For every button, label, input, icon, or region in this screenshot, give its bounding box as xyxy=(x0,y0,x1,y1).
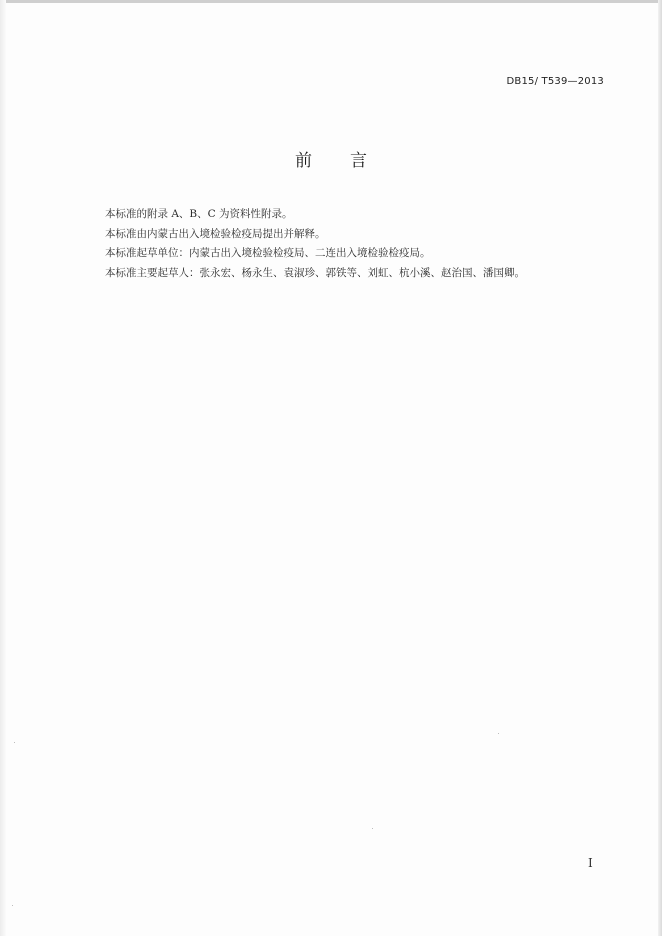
page-title: 前言 xyxy=(295,151,405,171)
foreword-paragraph-appendix: 本标准的附录 A、B、C 为资料性附录。 xyxy=(105,208,293,220)
foreword-paragraph-drafting-units: 本标准起草单位：内蒙古出入境检验检疫局、二连出入境检验检疫局。 xyxy=(105,247,431,259)
foreword-paragraph-proposer: 本标准由内蒙古出入境检验检疫局提出并解释。 xyxy=(105,227,326,240)
foreword-paragraph-drafters: 本标准主要起草人：张永宏、杨永生、袁淑珍、郭铁等、刘虹、杭小溪、赵治国、潘国卿。 xyxy=(105,266,525,279)
scan-speck xyxy=(372,828,373,829)
scan-right-edge xyxy=(658,0,662,936)
standard-code: DB15/ T539—2013 xyxy=(506,76,604,87)
page-number: I xyxy=(588,856,593,870)
scan-top-edge xyxy=(0,0,662,3)
scan-speck xyxy=(12,905,13,906)
scan-speck xyxy=(14,742,15,743)
scan-speck xyxy=(498,733,499,734)
scan-left-edge xyxy=(0,0,6,936)
foreword-body xyxy=(105,205,605,283)
